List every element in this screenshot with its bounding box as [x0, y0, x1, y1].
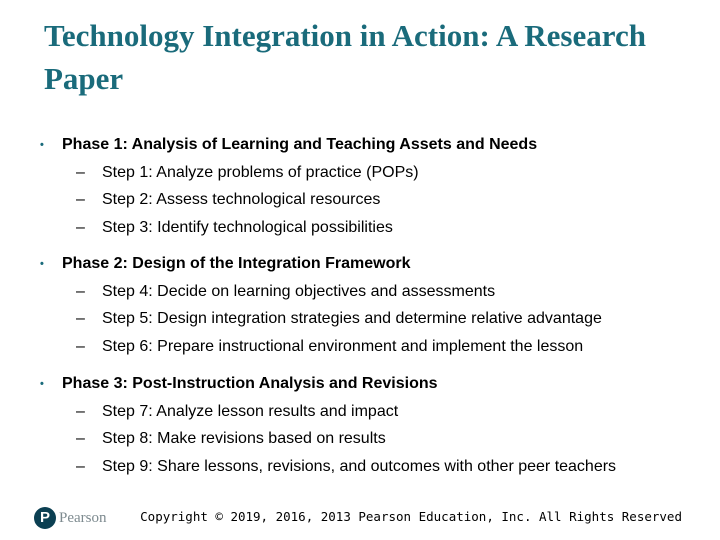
- list-item: [40, 218, 690, 238]
- phase-heading-text: Phase 3: Post-Instruction Analysis and Revisions: [62, 375, 438, 392]
- step-list: [40, 163, 690, 238]
- bullet-icon: •: [40, 378, 44, 390]
- dash-marker: –: [76, 430, 85, 447]
- dash-marker: –: [76, 402, 85, 420]
- step-text: Step 1: Analyze problems of practice (POPs): [102, 163, 419, 181]
- list-item: [40, 282, 690, 302]
- dash-marker: –: [76, 282, 85, 300]
- list-item: [40, 457, 690, 477]
- phase-heading: [40, 254, 690, 274]
- list-item: [40, 429, 690, 449]
- copyright-notice: Copyright © 2019, 2016, 2013 Pearson Education, Inc. All Rights Reserved: [140, 509, 682, 524]
- dash-marker: –: [76, 218, 85, 236]
- step-text: Step 6: Prepare instructional environment and implement the lesson: [102, 337, 584, 355]
- pearson-logo-icon: P: [34, 507, 56, 529]
- step-text: Step 8: Make revisions based on results: [102, 430, 386, 447]
- step-text: Step 5: Design integration strategies and determine relative advantage: [102, 310, 602, 327]
- dash-marker: –: [76, 337, 85, 355]
- dash-marker: –: [76, 163, 85, 181]
- list-item: [40, 309, 690, 329]
- phase-2: [40, 254, 690, 357]
- step-text: Step 7: Analyze lesson results and impact: [102, 402, 399, 420]
- step-list: [40, 402, 690, 477]
- phase-heading-text: Phase 1: Analysis of Learning and Teaching Assets and Needs: [62, 136, 538, 153]
- phase-1: [40, 135, 690, 238]
- dash-marker: –: [76, 310, 85, 327]
- dash-marker: –: [76, 191, 85, 208]
- phase-heading-text: Phase 2: Design of the Integration Framework: [62, 255, 411, 272]
- phase-heading: [40, 374, 690, 394]
- step-list: [40, 282, 690, 357]
- list-item: [40, 163, 690, 183]
- phase-3: [40, 374, 690, 477]
- list-item: [40, 402, 690, 422]
- pearson-logo: [34, 505, 107, 531]
- step-text: Step 3: Identify technological possibilities: [102, 218, 393, 236]
- list-item: [40, 337, 690, 357]
- list-item: [40, 190, 690, 210]
- dash-marker: –: [76, 457, 85, 475]
- phase-heading: [40, 135, 690, 155]
- step-text: Step 4: Decide on learning objectives and assessments: [102, 282, 496, 300]
- bullet-icon: •: [40, 258, 44, 270]
- step-text: Step 9: Share lessons, revisions, and outcomes with other peer teachers: [102, 457, 617, 475]
- step-text: Step 2: Assess technological resources: [102, 191, 381, 208]
- pearson-logo-text: Pearson: [59, 509, 107, 526]
- slide-title: Technology Integration in Action: A Research Paper: [44, 18, 646, 96]
- bullet-icon: •: [40, 139, 44, 151]
